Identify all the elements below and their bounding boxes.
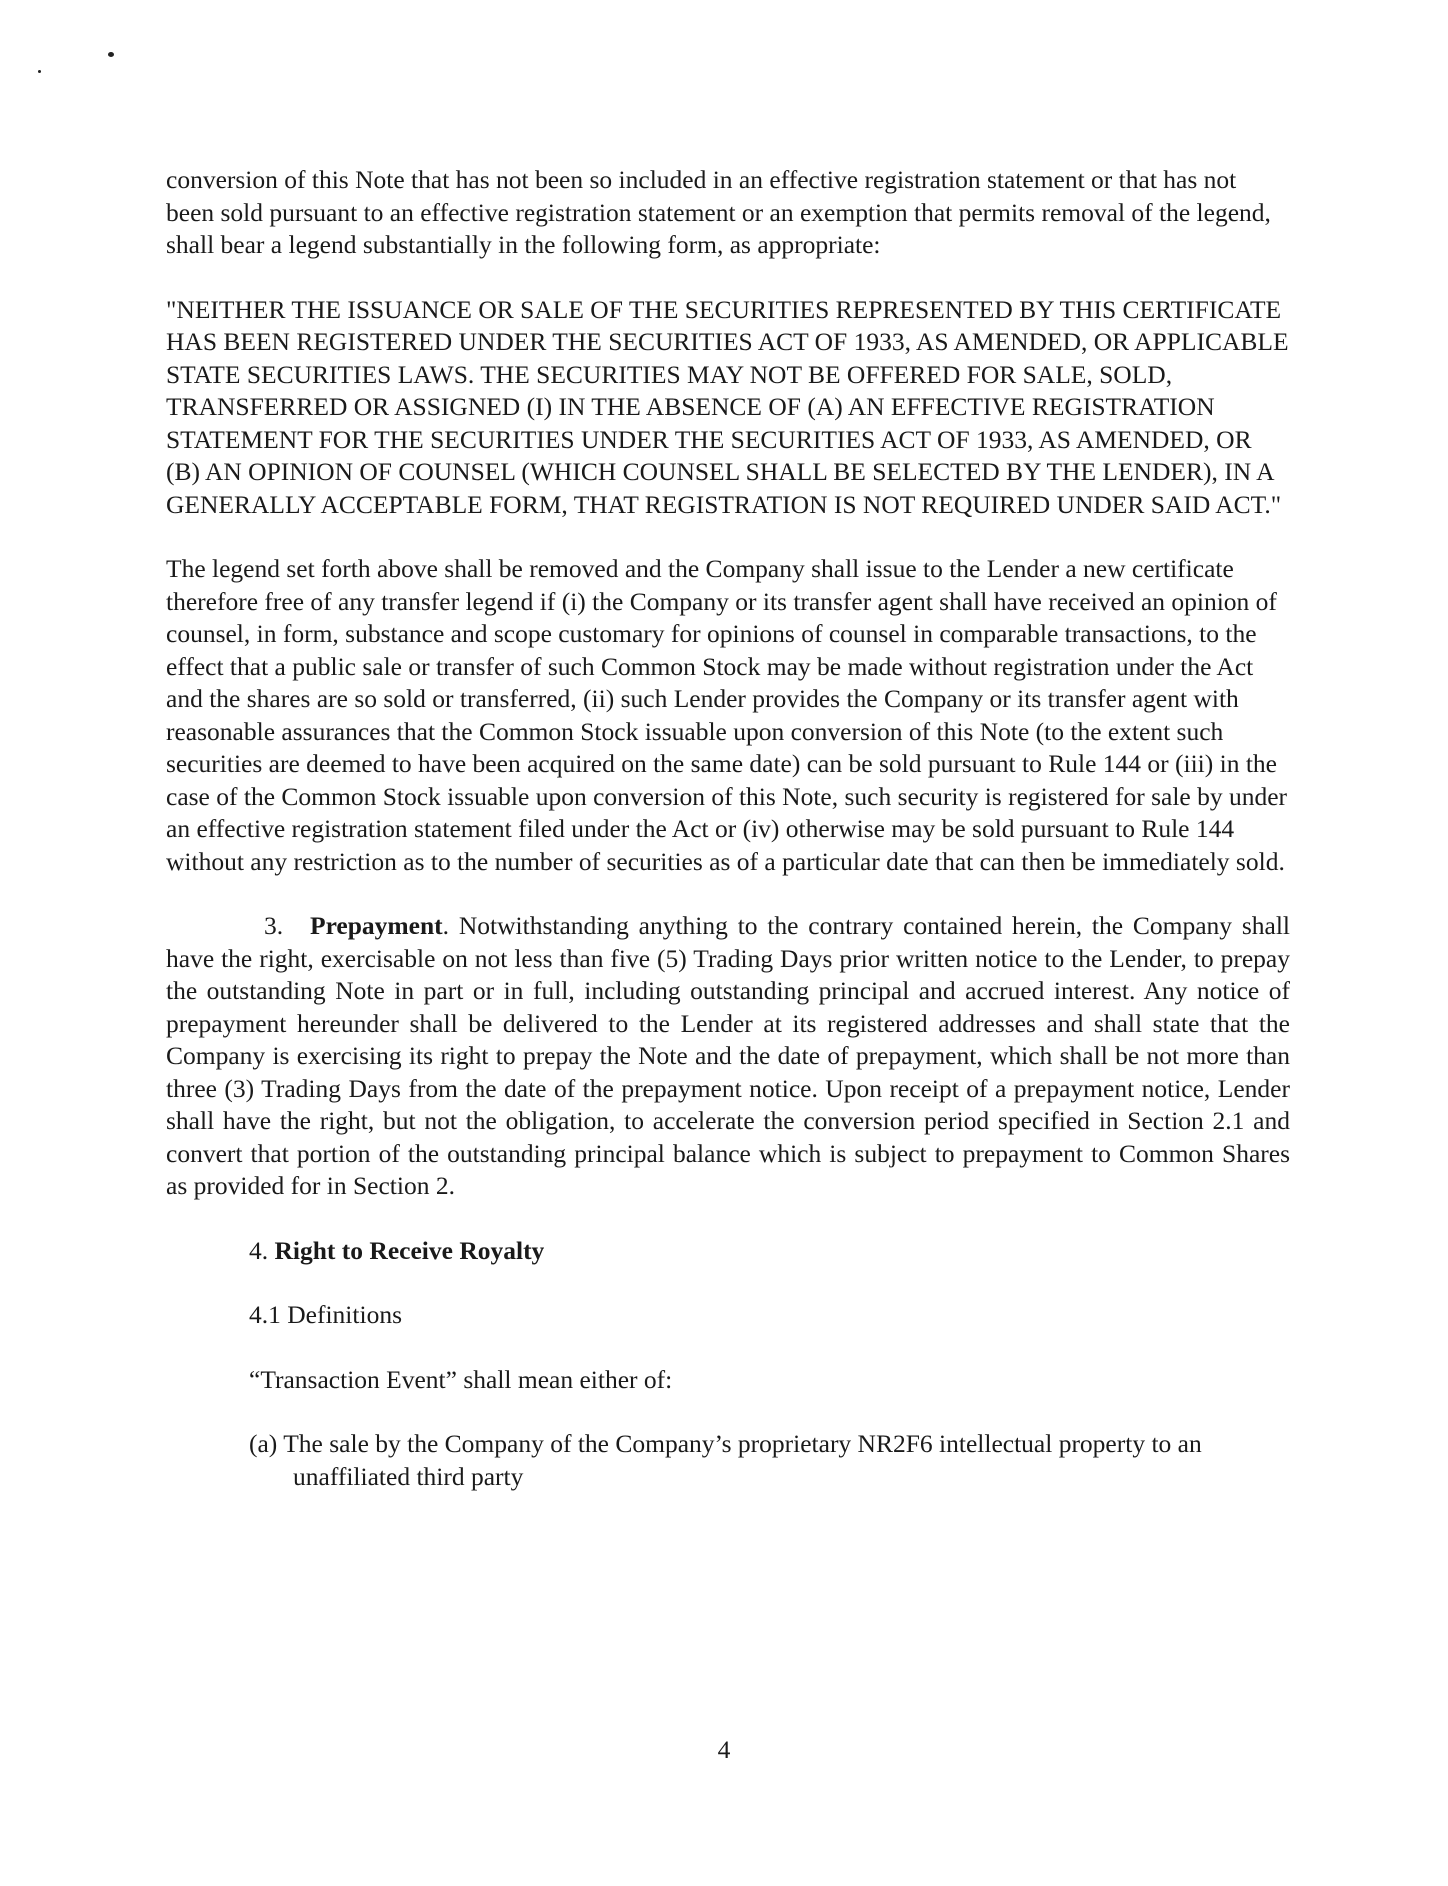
definition-intro: “Transaction Event” shall mean either of: <box>249 1364 673 1394</box>
list-item-text: The sale by the Company of the Company’s proprietary NR2F6 intellectual property to an unaffiliated third party <box>283 1429 1202 1491</box>
section-number: 4. <box>249 1235 269 1265</box>
subsection-heading: 4.1 Definitions <box>249 1300 402 1329</box>
prepayment-section <box>166 910 1290 1203</box>
scan-speck <box>108 52 114 57</box>
prepayment-body: . Notwithstanding anything to the contrary contained herein, the Company shall have the right, exercisable on not less than five (5) Trading Days prior written notice to the Lender, to prepay the outstanding Note in part or in full, including outstanding principal and accrued interest. Any notice of prepayment hereunder shall be delivered to the Lender at its registered addresses and shall state that the Company is exercising its right to prepay the Note and the date of prepayment, which shall be not more than three (3) Trading Days from the date of the prepayment notice. Upon receipt of a prepayment notice, Lender shall have the right, but not the obligation, to accelerate the conversion period specified in Section 2.1 and convert that portion of the outstanding principal balance which is subject to prepayment to Common Shares as provided for in Section 2. <box>166 911 1290 1200</box>
section-title: Prepayment <box>310 911 443 940</box>
list-item-label: (a) <box>249 1429 278 1458</box>
list-item <box>166 1428 1290 1493</box>
page-number: 4 <box>717 1735 731 1764</box>
scan-speck <box>38 70 41 73</box>
intro-paragraph: conversion of this Note that has not been so included in an effective registration statement or that has not been sold pursuant to an effective registration statement or an exemption that permits removal of the legend, shall bear a legend substantially in the following form, as appropriate: <box>166 165 1271 259</box>
royalty-heading <box>166 1235 1290 1268</box>
legend-removal-paragraph: The legend set forth above shall be removed and the Company shall issue to the Lender a new certificate therefore free of any transfer legend if (i) the Company or its transfer agent shall have received an opinion of counsel, in form, substance and scope customary for opinions of counsel in comparable transactions, to the effect that a public sale or transfer of such Common Stock may be made without registration under the Act and the shares are so sold or transferred, (ii) such Lender provides the Company or its transfer agent with reasonable assurances that the Common Stock issuable upon conversion of this Note (to the extent such securities are deemed to have been acquired on the same date) can be sold pursuant to Rule 144 or (iii) in the case of the Common Stock issuable upon conversion of this Note, such security is registered for sale by under an effective registration statement filed under the Act or (iv) otherwise may be sold pursuant to Rule 144 without any restriction as to the number of securities as of a particular date that can then be immediately sold. <box>166 554 1288 876</box>
legend-text: "NEITHER THE ISSUANCE OR SALE OF THE SECURITIES REPRESENTED BY THIS CERTIFICATE HAS BEEN REGISTERED UNDER THE SECURITIES ACT OF 1933, AS AMENDED, OR APPLICABLE STATE SECURITIES LAWS. THE SECURITIES MAY NOT BE OFFERED FOR SALE, SOLD, TRANSFERRED OR ASSIGNED (I) IN THE ABSENCE OF (A) AN EFFECTIVE REGISTRATION STATEMENT FOR THE SECURITIES UNDER THE SECURITIES ACT OF 1933, AS AMENDED, OR (B) AN OPINION OF COUNSEL (WHICH COUNSEL SHALL BE SELECTED BY THE LENDER), IN A GENERALLY ACCEPTABLE FORM, THAT REGISTRATION IS NOT REQUIRED UNDER SAID ACT." <box>166 294 1289 519</box>
section-number: 3. <box>264 911 284 940</box>
page-content <box>166 164 1290 1493</box>
section-title: Right to Receive Royalty <box>274 1235 545 1265</box>
